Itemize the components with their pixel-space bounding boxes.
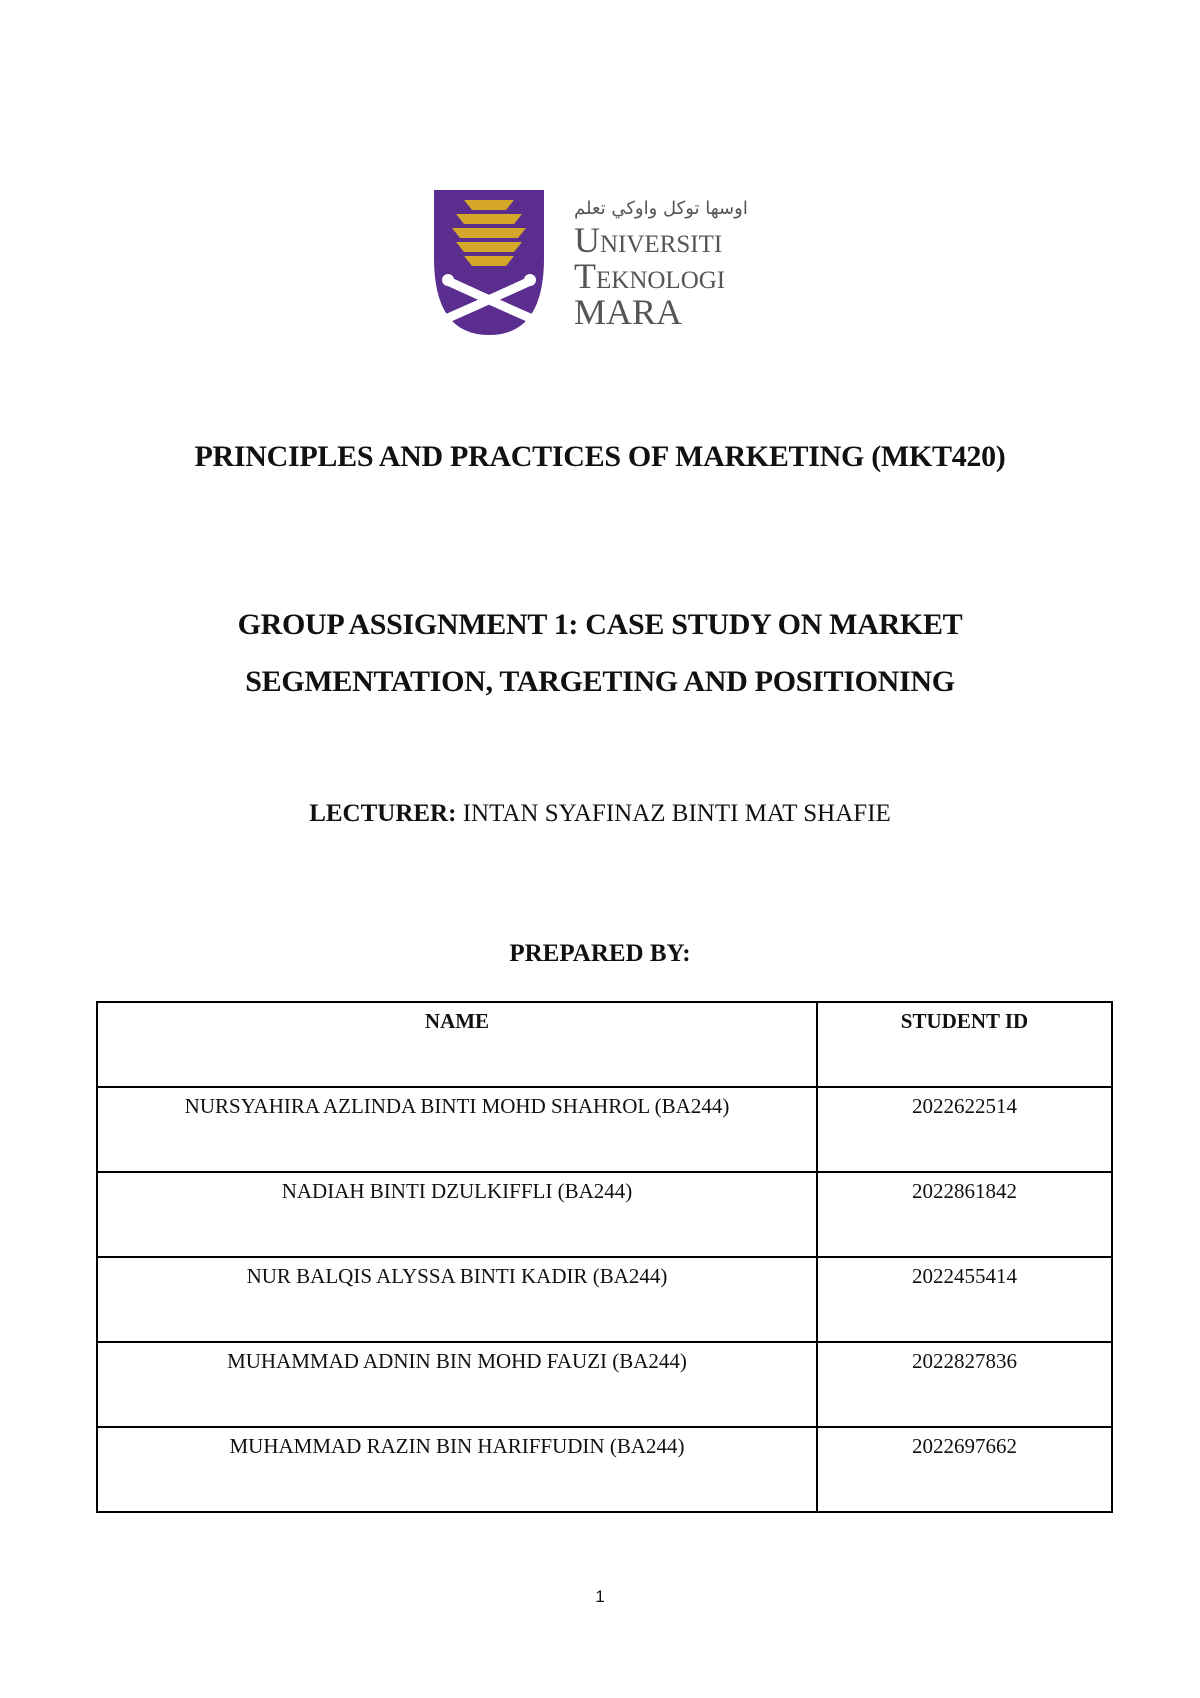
university-logo (434, 190, 764, 335)
lecturer-name: INTAN SYAFINAZ BINTI MAT SHAFIE (462, 800, 891, 827)
member-student-id: 2022697662 (817, 1427, 1112, 1512)
member-student-id: 2022455414 (817, 1257, 1112, 1342)
uitm-crest-icon (434, 190, 764, 335)
page-number: 1 (595, 1587, 605, 1606)
wordmark-line-1: Universiti (574, 220, 723, 260)
lecturer-label: LECTURER: (309, 800, 457, 827)
member-name: MUHAMMAD RAZIN BIN HARIFFUDIN (BA244) (97, 1427, 817, 1512)
assignment-title (150, 596, 1050, 710)
table-row (97, 1342, 1112, 1427)
member-student-id: 2022861842 (817, 1172, 1112, 1257)
table-row (97, 1257, 1112, 1342)
lecturer-line (0, 800, 1200, 828)
assignment-title-line-2: SEGMENTATION, TARGETING AND POSITIONING (245, 665, 955, 698)
member-student-id: 2022622514 (817, 1087, 1112, 1172)
member-name: NURSYAHIRA AZLINDA BINTI MOHD SHAHROL (BA244) (97, 1087, 817, 1172)
wordmark-line-2: Teknologi (574, 256, 726, 296)
jawi-motto: اوسها توكل واوكي تعلم (574, 198, 748, 219)
header-name: NAME (97, 1002, 817, 1087)
table-row (97, 1427, 1112, 1512)
course-title: PRINCIPLES AND PRACTICES OF MARKETING (MKT420) (194, 440, 1006, 473)
header-student-id: STUDENT ID (817, 1002, 1112, 1087)
member-name: MUHAMMAD ADNIN BIN MOHD FAUZI (BA244) (97, 1342, 817, 1427)
prepared-by-heading: PREPARED BY: (509, 940, 691, 967)
table-row (97, 1087, 1112, 1172)
wordmark-line-3: MARA (574, 292, 683, 332)
group-members-table (96, 1001, 1113, 1513)
member-name: NADIAH BINTI DZULKIFFLI (BA244) (97, 1172, 817, 1257)
assignment-title-line-1: GROUP ASSIGNMENT 1: CASE STUDY ON MARKET (237, 608, 963, 641)
member-name: NUR BALQIS ALYSSA BINTI KADIR (BA244) (97, 1257, 817, 1342)
table-row (97, 1172, 1112, 1257)
member-student-id: 2022827836 (817, 1342, 1112, 1427)
table-header-row (97, 1002, 1112, 1087)
